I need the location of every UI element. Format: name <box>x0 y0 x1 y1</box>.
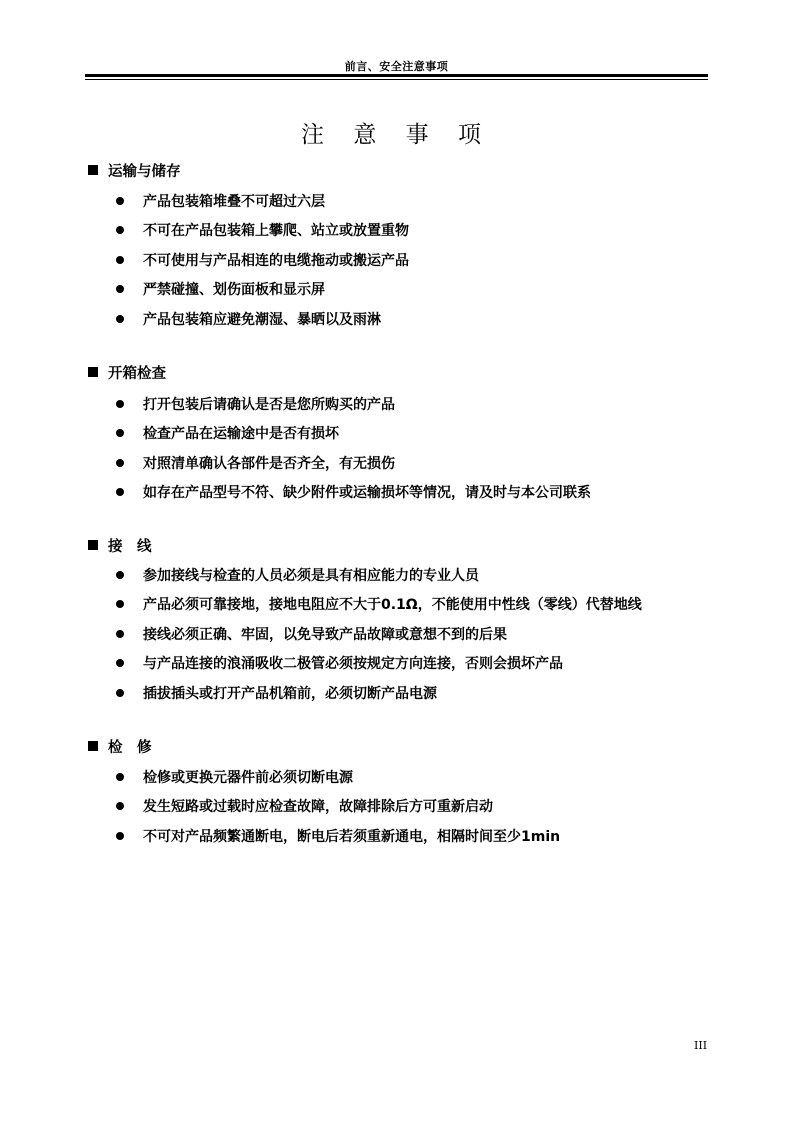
bullet-dot-icon <box>116 773 124 781</box>
section-heading <box>88 534 152 556</box>
bullet-dot-icon <box>116 459 124 467</box>
bullet-dot-icon <box>116 285 124 293</box>
bullet-dot-icon <box>116 488 124 496</box>
page-title: 注 意 事 项 <box>301 122 492 149</box>
section-wiring <box>88 534 642 708</box>
bullet-dot-icon <box>116 429 124 437</box>
list-item: 打开包装后请确认是否是您所购买的产品 <box>88 389 166 419</box>
square-bullet-icon <box>88 741 98 751</box>
list-item: 对照清单确认各部件是否齐全，有无损伤 <box>88 448 166 478</box>
list-item: 与产品连接的浪涌吸收二极管必须按规定方向连接，否则会损坏产品 <box>88 649 152 679</box>
bullet-dot-icon <box>116 802 124 810</box>
section-heading-text: 运输与储存 <box>108 163 181 180</box>
section-transport-storage <box>88 159 409 334</box>
page-number: III <box>694 1039 708 1052</box>
item-list <box>88 762 561 851</box>
section-heading-text: 接 线 <box>108 538 152 555</box>
bullet-dot-icon <box>116 226 124 234</box>
bullet-dot-icon <box>116 659 124 667</box>
header-rule-thick <box>85 74 708 77</box>
list-item: 产品包装箱堆叠不可超过六层 <box>88 186 181 216</box>
section-heading-text: 开箱检查 <box>108 365 166 382</box>
list-item: 接线必须正确、牢固，以免导致产品故障或意想不到的后果 <box>88 619 152 649</box>
list-item: 如存在产品型号不符、缺少附件或运输损坏等情况，请及时与本公司联系 <box>88 478 166 508</box>
bullet-dot-icon <box>116 689 124 697</box>
bullet-dot-icon <box>116 256 124 264</box>
list-item: 发生短路或过载时应检查故障，故障排除后方可重新启动 <box>88 792 152 822</box>
section-unpacking-inspection <box>88 361 591 507</box>
section-heading <box>88 735 152 757</box>
section-heading-text: 检 修 <box>108 739 152 756</box>
header-rule-thin <box>85 79 708 80</box>
item-list <box>88 186 409 334</box>
bullet-dot-icon <box>116 400 124 408</box>
square-bullet-icon <box>88 367 98 377</box>
square-bullet-icon <box>88 540 98 550</box>
square-bullet-icon <box>88 165 98 175</box>
section-heading <box>88 159 181 181</box>
section-maintenance <box>88 735 561 851</box>
bullet-dot-icon <box>116 197 124 205</box>
item-list <box>88 560 642 708</box>
bullet-dot-icon <box>116 315 124 323</box>
bullet-dot-icon <box>116 832 124 840</box>
section-heading <box>88 361 166 383</box>
list-item: 检修或更换元器件前必须切断电源 <box>88 762 152 792</box>
bullet-dot-icon <box>116 630 124 638</box>
bullet-dot-icon <box>116 571 124 579</box>
list-item: 产品必须可靠接地，接地电阻应不大于0.1Ω，不能使用中性线（零线）代替地线 <box>88 590 152 620</box>
list-item: 参加接线与检查的人员必须是具有相应能力的专业人员 <box>88 560 152 590</box>
list-item: 检查产品在运输途中是否有损坏 <box>88 419 166 449</box>
list-item: 不可对产品频繁通断电，断电后若须重新通电，相隔时间至少1min <box>88 821 152 851</box>
list-item: 产品包装箱应避免潮湿、暴晒以及雨淋 <box>88 304 181 334</box>
list-item: 严禁碰撞、划伤面板和显示屏 <box>88 275 181 305</box>
item-list <box>88 389 591 507</box>
list-item: 不可使用与产品相连的电缆拖动或搬运产品 <box>88 245 181 275</box>
running-header: 前言、安全注意事项 <box>344 60 449 73</box>
list-item: 不可在产品包装箱上攀爬、站立或放置重物 <box>88 216 181 246</box>
bullet-dot-icon <box>116 600 124 608</box>
list-item: 插拔插头或打开产品机箱前，必须切断产品电源 <box>88 678 152 708</box>
